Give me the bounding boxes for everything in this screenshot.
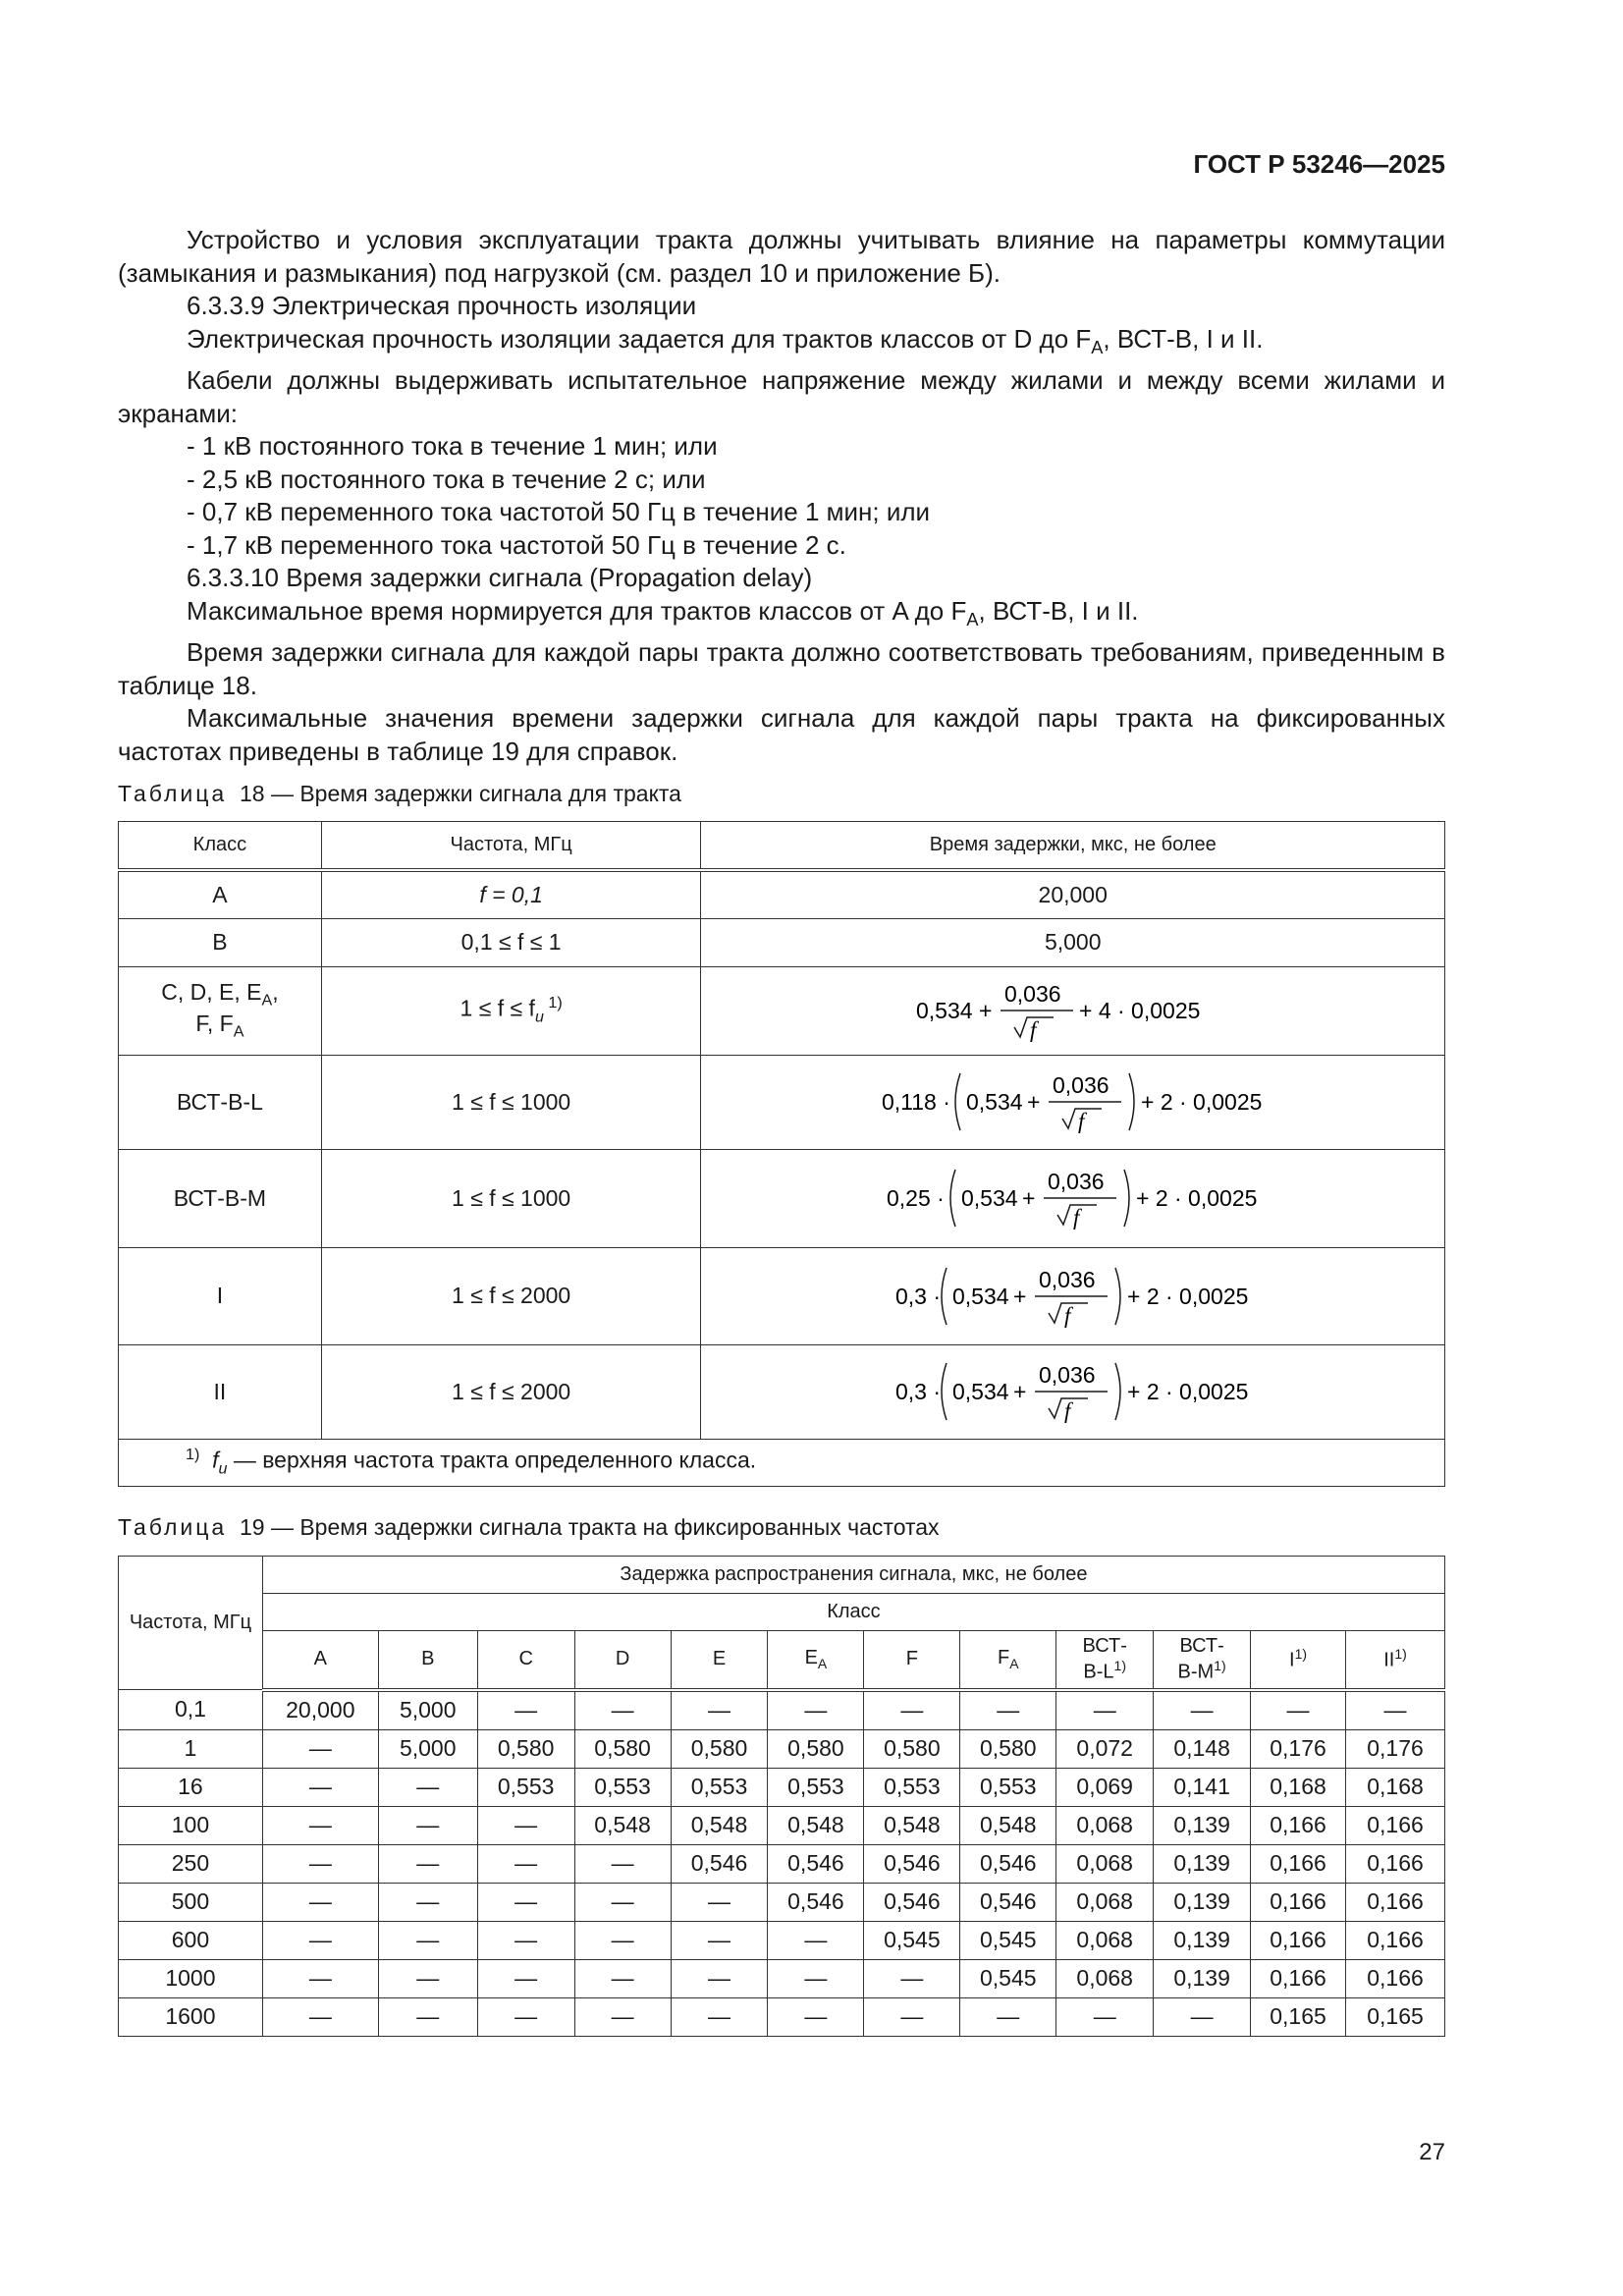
table-cell: —	[574, 1844, 671, 1883]
table-cell: —	[477, 1997, 574, 2036]
table-18	[118, 821, 1445, 1487]
table-cell: —	[477, 1806, 574, 1844]
paragraph: Кабели должны выдерживать испытательное напряжение между жилами и между всеми жилами и экранами:	[118, 365, 1445, 428]
table-cell: —	[1154, 1690, 1251, 1730]
table-row	[119, 1997, 1445, 2036]
frequency-cell: 250	[119, 1844, 263, 1883]
svg-text:0,534: 0,534	[951, 1379, 1009, 1404]
table-cell: —	[378, 1997, 477, 2036]
table-cell: —	[671, 1959, 768, 1997]
table-19-body	[119, 1690, 1445, 2037]
table-cell: —	[477, 1921, 574, 1959]
svg-text:+ 2 · 0,0025: + 2 · 0,0025	[1135, 1185, 1258, 1211]
formula-cell	[701, 1055, 1445, 1149]
table-cell: 5,000	[378, 1729, 477, 1768]
frequency-cell: 16	[119, 1768, 263, 1806]
table-cell: 0,176	[1346, 1729, 1445, 1768]
table-cell: —	[671, 1997, 768, 2036]
table-cell: —	[574, 1921, 671, 1959]
table-cell: —	[671, 1690, 768, 1730]
table-cell: —	[378, 1806, 477, 1844]
table-cell: —	[262, 1959, 378, 1997]
svg-text:0,534: 0,534	[965, 1089, 1023, 1115]
svg-text:+: +	[1026, 1089, 1041, 1115]
svg-text:0,036: 0,036	[1047, 1169, 1105, 1194]
column-header: B	[378, 1631, 477, 1690]
column-header: E	[671, 1631, 768, 1690]
svg-text:0,534: 0,534	[951, 1283, 1009, 1309]
table-cell: 1 ≤ f ≤ 2000	[321, 1247, 701, 1344]
table-cell: —	[960, 1997, 1056, 2036]
table-cell: —	[1056, 1997, 1154, 2036]
table-cell: 0,148	[1154, 1729, 1251, 1768]
table-cell: 0,139	[1154, 1883, 1251, 1921]
table-cell: 0,580	[574, 1729, 671, 1768]
svg-text:+: +	[1012, 1379, 1027, 1404]
table-cell: A	[119, 870, 322, 918]
table-cell: 5,000	[701, 918, 1445, 966]
table-cell: II	[119, 1344, 322, 1439]
table-cell: 0,168	[1251, 1768, 1346, 1806]
delay-formula	[887, 1162, 1260, 1234]
table-cell: B	[119, 918, 322, 966]
delay-formula	[916, 976, 1230, 1045]
table-row	[119, 1844, 1445, 1883]
table-cell: 0,068	[1056, 1921, 1154, 1959]
svg-text:+ 2 · 0,0025: + 2 · 0,0025	[1126, 1283, 1249, 1309]
table-row	[119, 1690, 1445, 1730]
frequency-cell: 0,1	[119, 1690, 263, 1730]
table-19	[118, 1556, 1445, 2037]
table-cell: 0,139	[1154, 1844, 1251, 1883]
list-item: - 1 кВ постоянного тока в течение 1 мин; или	[187, 431, 718, 462]
table-cell: 0,553	[864, 1768, 960, 1806]
table-cell: —	[262, 1729, 378, 1768]
table-cell: —	[1154, 1997, 1251, 2036]
list-item: - 2,5 кВ постоянного тока в течение 2 с; или	[187, 464, 706, 494]
table-cell: 0,166	[1346, 1921, 1445, 1959]
table-cell: 0,166	[1251, 1921, 1346, 1959]
table-cell: ВСТ-В-М	[119, 1149, 322, 1247]
table-cell: 1 ≤ f ≤ 1000	[321, 1149, 701, 1247]
table-cell: —	[262, 1883, 378, 1921]
delay-formula	[895, 1355, 1251, 1428]
table-cell: ВСТ-В-L	[119, 1055, 322, 1149]
column-header: Класс	[119, 822, 322, 871]
table-19-caption: Таблица 19 — Время задержки сигнала тракта на фиксированных частотах	[118, 1514, 940, 1540]
column-header: ВСТ- $В-М^{1)}$	[1154, 1631, 1251, 1690]
column-header: Время задержки, мкс, не более	[701, 822, 1445, 871]
table-cell: 0,545	[864, 1921, 960, 1959]
table-row	[119, 1883, 1445, 1921]
column-header: ВСТ- $В-L^{1)}$	[1056, 1631, 1154, 1690]
table-cell: —	[574, 1883, 671, 1921]
table-cell: —	[768, 1997, 864, 2036]
table-cell: 0,168	[1346, 1768, 1445, 1806]
table-cell: 0,580	[671, 1729, 768, 1768]
paragraph: Максимальные значения времени задержки сигнала для каждой пары тракта на фиксированных частотах приведены в таблице 19 для справок.	[118, 703, 1445, 766]
table-cell: —	[960, 1690, 1056, 1730]
table-cell: —	[477, 1690, 574, 1730]
table-row	[119, 1729, 1445, 1768]
table-cell: 0,553	[574, 1768, 671, 1806]
formula-cell	[701, 1344, 1445, 1439]
table-cell: —	[378, 1921, 477, 1959]
delay-formula	[882, 1066, 1265, 1138]
table-cell: 0,166	[1251, 1883, 1346, 1921]
table-cell: 1 ≤ f ≤ 2000	[321, 1344, 701, 1439]
svg-text:0,036: 0,036	[1003, 981, 1061, 1007]
table-row	[119, 1768, 1445, 1806]
table-cell: —	[1346, 1690, 1445, 1730]
svg-text:0,036: 0,036	[1038, 1266, 1096, 1292]
body-text	[118, 224, 1445, 768]
table-cell: 0,553	[768, 1768, 864, 1806]
svg-text:0,118 ·: 0,118 ·	[881, 1089, 950, 1115]
svg-text:+: +	[978, 998, 993, 1023]
table-cell: 0,548	[574, 1806, 671, 1844]
table-cell: 0,548	[864, 1806, 960, 1844]
table-cell: —	[574, 1959, 671, 1997]
table-cell: —	[262, 1997, 378, 2036]
table-cell: 0,166	[1346, 1959, 1445, 1997]
table-cell: f = 0,1	[321, 870, 701, 918]
table-cell: —	[378, 1959, 477, 1997]
paragraph: Время задержки сигнала для каждой пары тракта должно соответствовать требованиям, приведенным в таблице 18.	[118, 637, 1445, 700]
table-cell: 1 ≤ f ≤ 1000	[321, 1055, 701, 1149]
table-cell: 0,176	[1251, 1729, 1346, 1768]
column-header: $I^{1)}$	[1251, 1631, 1346, 1690]
table-cell: 0,166	[1251, 1844, 1346, 1883]
table-cell: 0,545	[960, 1959, 1056, 1997]
table-row	[119, 1959, 1445, 1997]
column-header: D	[574, 1631, 671, 1690]
table-cell: 0,546	[960, 1844, 1056, 1883]
frequency-cell: 500	[119, 1883, 263, 1921]
paragraph: Устройство и условия эксплуатации тракта должны учитывать влияние на параметры коммутации (замыкания и размыкания) под нагрузкой (см. раздел 10 и приложение Б).	[118, 225, 1445, 288]
svg-text:f: f	[1063, 1302, 1071, 1328]
table-cell: —	[477, 1883, 574, 1921]
paragraph: Электрическая прочность изоляции задается для трактов классов от D до $F_A$, ВСТ-В, I и II.	[187, 323, 1264, 357]
table-cell: 0,548	[768, 1806, 864, 1844]
table-cell: —	[864, 1997, 960, 2036]
table-cell: 0,546	[768, 1844, 864, 1883]
table-row	[119, 1806, 1445, 1844]
svg-text:0,3 ·: 0,3 ·	[894, 1283, 941, 1309]
svg-text:0,534: 0,534	[960, 1185, 1018, 1211]
formula-cell	[701, 1149, 1445, 1247]
table-cell: 0,069	[1056, 1768, 1154, 1806]
table-cell: 0,546	[864, 1844, 960, 1883]
table-cell: —	[864, 1690, 960, 1730]
column-header: Частота, МГц	[321, 822, 701, 871]
table-cell: 0,166	[1251, 1806, 1346, 1844]
formula-cell	[701, 1247, 1445, 1344]
table-cell: —	[378, 1844, 477, 1883]
table-cell: 0,166	[1251, 1959, 1346, 1997]
frequency-cell: 100	[119, 1806, 263, 1844]
svg-text:0,036: 0,036	[1052, 1072, 1109, 1098]
table-cell: 0,546	[671, 1844, 768, 1883]
page-number: 27	[1419, 2139, 1445, 2165]
table-cell: 0,141	[1154, 1768, 1251, 1806]
table-cell: 0,068	[1056, 1959, 1154, 1997]
table-cell: —	[864, 1959, 960, 1997]
svg-text:+ 2 · 0,0025: + 2 · 0,0025	[1140, 1089, 1263, 1115]
frequency-cell: 1600	[119, 1997, 263, 2036]
svg-text:0,3 ·: 0,3 ·	[894, 1379, 941, 1404]
svg-text:+: +	[1021, 1185, 1036, 1211]
svg-text:0,534: 0,534	[915, 998, 973, 1023]
table-cell: 0,548	[671, 1806, 768, 1844]
table-cell: —	[378, 1768, 477, 1806]
table-cell: 0,580	[768, 1729, 864, 1768]
column-header: $E_A$	[768, 1631, 864, 1690]
svg-text:0,25 ·: 0,25 ·	[886, 1185, 945, 1211]
frequency-cell: 1	[119, 1729, 263, 1768]
table-cell: 0,580	[477, 1729, 574, 1768]
table-cell: —	[671, 1921, 768, 1959]
table-cell: —	[768, 1921, 864, 1959]
svg-text:f: f	[1072, 1205, 1080, 1230]
section-heading: 6.3.3.10 Время задержки сигнала (Propagation delay)	[187, 563, 813, 593]
table-cell: 0,068	[1056, 1883, 1154, 1921]
table-cell: 20,000	[701, 870, 1445, 918]
frequency-cell: 1000	[119, 1959, 263, 1997]
table-cell: 0,553	[960, 1768, 1056, 1806]
table-cell: 0,553	[477, 1768, 574, 1806]
table-cell: I	[119, 1247, 322, 1344]
formula-cell	[701, 966, 1445, 1055]
delay-formula	[895, 1260, 1251, 1333]
svg-text:+ 4 · 0,0025: + 4 · 0,0025	[1078, 998, 1201, 1023]
table-cell: 0,545	[960, 1921, 1056, 1959]
column-header: $F_A$	[960, 1631, 1056, 1690]
table-row	[119, 1921, 1445, 1959]
table-cell: —	[574, 1690, 671, 1730]
table-cell: —	[1056, 1690, 1154, 1730]
table-cell: C, D, E, $E_A$, F, $F_A$	[119, 966, 322, 1055]
column-header: II$^{1)}$	[1346, 1631, 1445, 1690]
table-cell: 0,139	[1154, 1921, 1251, 1959]
table-cell: —	[477, 1959, 574, 1997]
table-cell: 0,166	[1346, 1883, 1445, 1921]
table-cell: 0,166	[1346, 1806, 1445, 1844]
table-cell: —	[262, 1806, 378, 1844]
table-cell: —	[262, 1844, 378, 1883]
group-header: Задержка распространения сигнала, мкс, не более	[262, 1557, 1444, 1594]
document-id: ГОСТ Р 53246—2025	[1193, 149, 1445, 179]
svg-text:f: f	[1063, 1398, 1071, 1423]
table-cell: —	[378, 1883, 477, 1921]
svg-text:0,036: 0,036	[1038, 1362, 1096, 1388]
table-cell: —	[671, 1883, 768, 1921]
svg-text:f: f	[1077, 1109, 1085, 1133]
table-cell: 0,548	[960, 1806, 1056, 1844]
table-cell: 0,1 ≤ f ≤ 1	[321, 918, 701, 966]
table-cell: —	[768, 1690, 864, 1730]
paragraph: Максимальное время нормируется для трактов классов от A до $F_A$, ВСТ-В, I и II.	[187, 595, 1139, 629]
list-item: - 0,7 кВ переменного тока частотой 50 Гц в течение 1 мин; или	[187, 497, 931, 527]
table-cell: 0,546	[768, 1883, 864, 1921]
table-cell: 0,072	[1056, 1729, 1154, 1768]
table-cell: 0,068	[1056, 1806, 1154, 1844]
table-cell: —	[1251, 1690, 1346, 1730]
table-cell: 0,139	[1154, 1806, 1251, 1844]
column-header: C	[477, 1631, 574, 1690]
table-cell: 0,553	[671, 1768, 768, 1806]
table-cell: —	[574, 1997, 671, 2036]
table-18-caption: Таблица 18 — Время задержки сигнала для тракта	[118, 781, 681, 806]
section-heading: 6.3.3.9 Электрическая прочность изоляции	[187, 291, 697, 320]
frequency-header: Частота, МГц	[119, 1557, 263, 1690]
column-header: F	[864, 1631, 960, 1690]
table-cell: 0,546	[960, 1883, 1056, 1921]
table-cell: 0,580	[864, 1729, 960, 1768]
table-cell: —	[262, 1921, 378, 1959]
table-cell: 0,166	[1346, 1844, 1445, 1883]
table-cell: 0,165	[1346, 1997, 1445, 2036]
table-cell: 5,000	[378, 1690, 477, 1730]
table-footnote: $^{1)}$ $f_u$ — верхняя частота тракта определенного класса.	[119, 1439, 1445, 1486]
table-cell: —	[477, 1844, 574, 1883]
column-header: A	[262, 1631, 378, 1690]
table-cell: —	[768, 1959, 864, 1997]
class-header: Класс	[262, 1594, 1444, 1631]
table-cell: 0,139	[1154, 1959, 1251, 1997]
table-cell: $1 \le f \le f_u$ $^{1)}$	[321, 966, 701, 1055]
table-cell: 20,000	[262, 1690, 378, 1730]
table-cell: 0,580	[960, 1729, 1056, 1768]
table-cell: 0,546	[864, 1883, 960, 1921]
table-cell: 0,068	[1056, 1844, 1154, 1883]
table-cell: 0,165	[1251, 1997, 1346, 2036]
frequency-cell: 600	[119, 1921, 263, 1959]
svg-text:+: +	[1012, 1283, 1027, 1309]
svg-text:+ 2 · 0,0025: + 2 · 0,0025	[1126, 1379, 1249, 1404]
list-item: - 1,7 кВ переменного тока частотой 50 Гц в течение 2 с.	[187, 529, 846, 560]
svg-text:f: f	[1029, 1017, 1037, 1042]
table-cell: —	[262, 1768, 378, 1806]
